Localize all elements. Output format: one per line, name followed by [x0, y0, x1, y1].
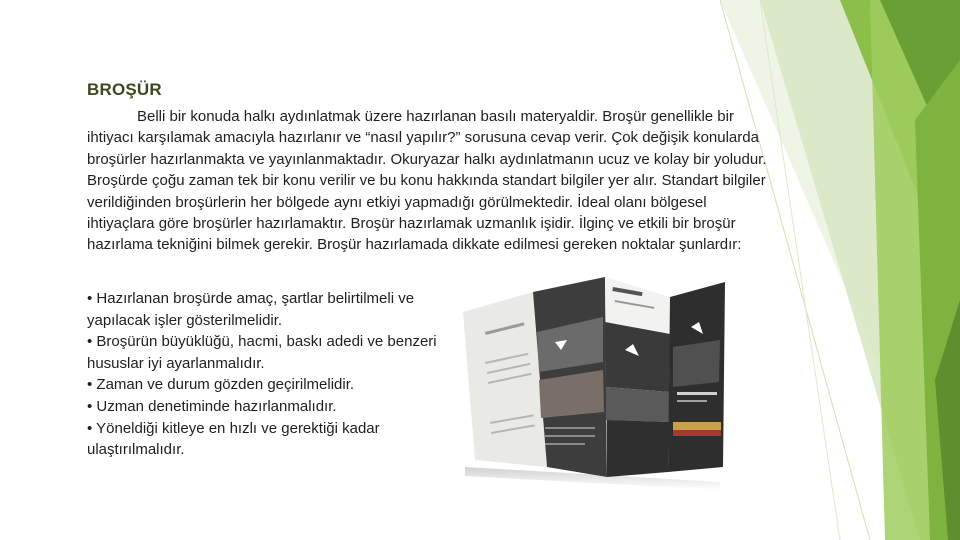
bullet-item: • Hazırlanan broşürde amaç, şartlar belirtilmeli ve yapılacak işler gösterilmelidir. — [87, 290, 415, 329]
body-paragraph — [87, 106, 767, 256]
bullet-item: • Zaman ve durum gözden geçirilmelidir. — [87, 376, 355, 394]
decorative-green-shapes — [720, 0, 960, 540]
bullet-item: • Broşürün büyüklüğü, hacmi, baskı adedi ve benzeri hususlar iyi ayarlanmalıdır. — [87, 333, 437, 372]
bullet-list — [87, 288, 467, 461]
bullet-item: • Uzman denetiminde hazırlanmalıdır. — [87, 397, 337, 415]
trifold-brochure-image — [455, 272, 730, 492]
bullet-item: • Yöneldiği kitleye en hızlı ve gerektiği kadar ulaştırılmalıdır. — [87, 419, 380, 459]
slide-title: BROŞÜR — [87, 80, 162, 99]
paragraph-text: Belli bir konuda halkı aydınlatmak üzere hazırlanan basılı materyaldir. Broşür genellikle bir ihtiyacı karşılamak amacıyla hazırlanır ve “nasıl yapılır?” sorusuna cevap verir. Çok değişik konularda broşürler hazırlanmakta ve yayınlanmaktadır. Okuryazar halkı aydınlatmanın ucuz ve kolay bir yoludur. Broşürde çoğu zaman tek bir konu verilir ve bu konu hakkında standart bilgiler yer alır. Standart bilgiler verildiğinden broşürlerin her bölgede aynı etkiyi yapmadığı görülmektedir. İdeal olanı bölgesel ihtiyaçlara göre broşürler hazırlamaktır. Broşür hazırlamak uzmanlık işidir. İlginç ve etkili bir broşür hazırlama tekniğini bilmek gerekir. Broşür hazırlamada dikkate edilmesi gereken noktalar şunlardır: — [87, 108, 767, 254]
